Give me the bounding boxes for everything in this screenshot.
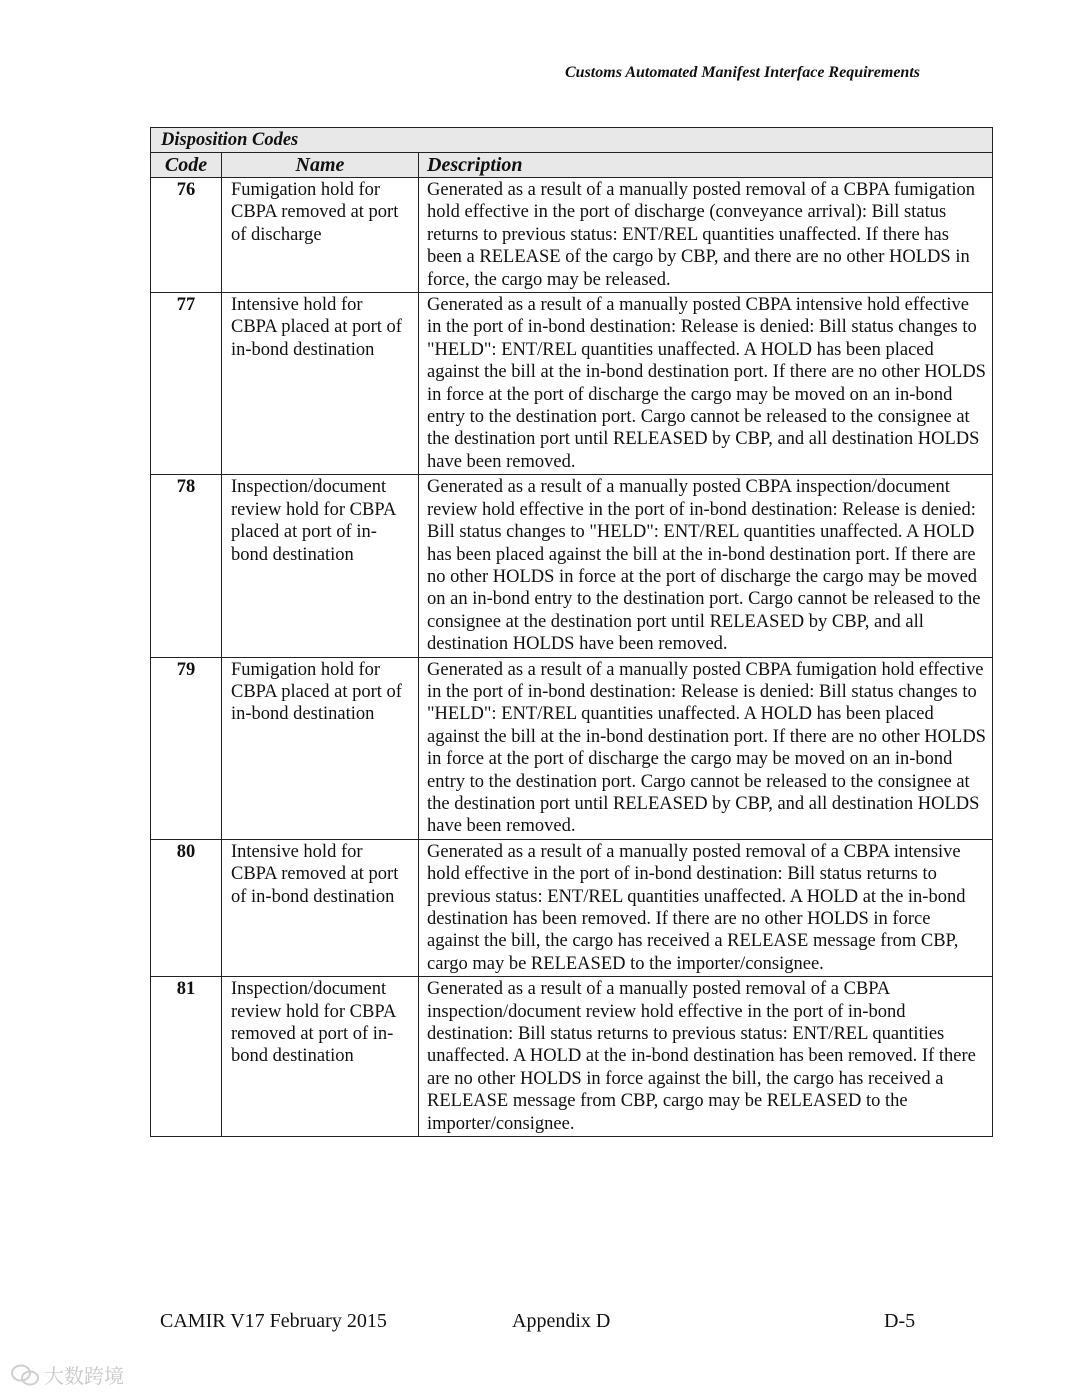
row-code: 77 [151,293,222,475]
row-code: 80 [151,839,222,976]
table-row [151,293,993,475]
table-header-row [151,153,993,178]
row-description: Generated as a result of a manually posted CBPA fumigation hold effective in the port of in-bond destination: Release is denied: Bill status changes to "HELD": ENT/REL quantities unaffected. A HOLD has been placed against the bill at the in-bond destination port. If there are no other HOLDS in force at the port of discharge the cargo may be moved on an in-bond entry to the destination port. Cargo cannot be released to the consignee at the destination port until RELEASED by CBP, and all destination HOLDS have been removed. [419,657,993,839]
table-row [151,475,993,657]
watermark [10,1360,124,1389]
wechat-logo-icon [10,1363,40,1387]
table-row [151,657,993,839]
row-code: 76 [151,178,222,293]
column-header-description: Description [419,153,993,178]
table-row [151,977,993,1137]
document-header-title: Customs Automated Manifest Interface Requirements [565,64,920,81]
column-header-code: Code [151,153,222,178]
row-description: Generated as a result of a manually posted removal of a CBPA intensive hold effective in the port of in-bond destination: Bill status returns to previous status: ENT/REL quantities unaffected. A HOLD at the in-bond destination has been removed. If there are no other HOLDS in force against the bill, the cargo has received a RELEASE message from CBP, cargo may be RELEASED to the importer/consignee. [419,839,993,976]
row-code: 79 [151,657,222,839]
column-header-name: Name [222,153,419,178]
row-description: Generated as a result of a manually posted removal of a CBPA inspection/document review hold effective in the port of in-bond destination: Bill status returns to previous status: ENT/REL quantities unaffected. A HOLD at the in-bond destination has been removed. If there are no other HOLDS in force against the bill, the cargo has received a RELEASE message from CBP, cargo may be RELEASED to the importer/consignee. [419,977,993,1137]
row-name: Fumigation hold for CBPA removed at port of discharge [222,178,419,293]
footer-appendix: Appendix D [512,1310,611,1332]
row-code: 81 [151,977,222,1137]
row-name: Fumigation hold for CBPA placed at port of in-bond destination [222,657,419,839]
table-row [151,178,993,293]
table-title: Disposition Codes [151,128,993,153]
disposition-codes-table [150,127,993,1137]
row-name: Intensive hold for CBPA placed at port of in-bond destination [222,293,419,475]
footer-page-number: D-5 [884,1310,916,1332]
row-description: Generated as a result of a manually posted CBPA intensive hold effective in the port of in-bond destination: Release is denied: Bill status changes to "HELD": ENT/REL quantities unaffected. A HOLD has been placed against the bill at the in-bond destination port. If there are no other HOLDS in force at the port of discharge the cargo may be moved on an in-bond entry to the destination port. Cargo cannot be released to the consignee at the destination port until RELEASED by CBP, and all destination HOLDS have been removed. [419,293,993,475]
row-description: Generated as a result of a manually posted removal of a CBPA fumigation hold effective in the port of discharge (conveyance arrival): Bill status returns to previous status: ENT/REL quantities unaffected. If there has been a RELEASE of the cargo by CBP, and there are no other HOLDS in force, the cargo may be released. [419,178,993,293]
row-name: Intensive hold for CBPA removed at port of in-bond destination [222,839,419,976]
row-name: Inspection/document review hold for CBPA removed at port of in-bond destination [222,977,419,1137]
table-row [151,839,993,976]
footer-version: CAMIR V17 February 2015 [160,1310,387,1332]
table-title-row [151,128,993,153]
row-code: 78 [151,475,222,657]
row-name: Inspection/document review hold for CBPA placed at port of in-bond destination [222,475,419,657]
row-description: Generated as a result of a manually posted CBPA inspection/document review hold effective in the port of in-bond destination: Release is denied: Bill status changes to "HELD": ENT/REL quantities unaffected. A HOLD has been placed against the bill at the in-bond destination port. If there are no other HOLDS in force at the port of discharge the cargo may be moved on an in-bond entry to the destination port. Cargo cannot be released to the consignee at the destination port until RELEASED by CBP, and all destination HOLDS have been removed. [419,475,993,657]
watermark-text: 大数跨境 [44,1364,124,1388]
